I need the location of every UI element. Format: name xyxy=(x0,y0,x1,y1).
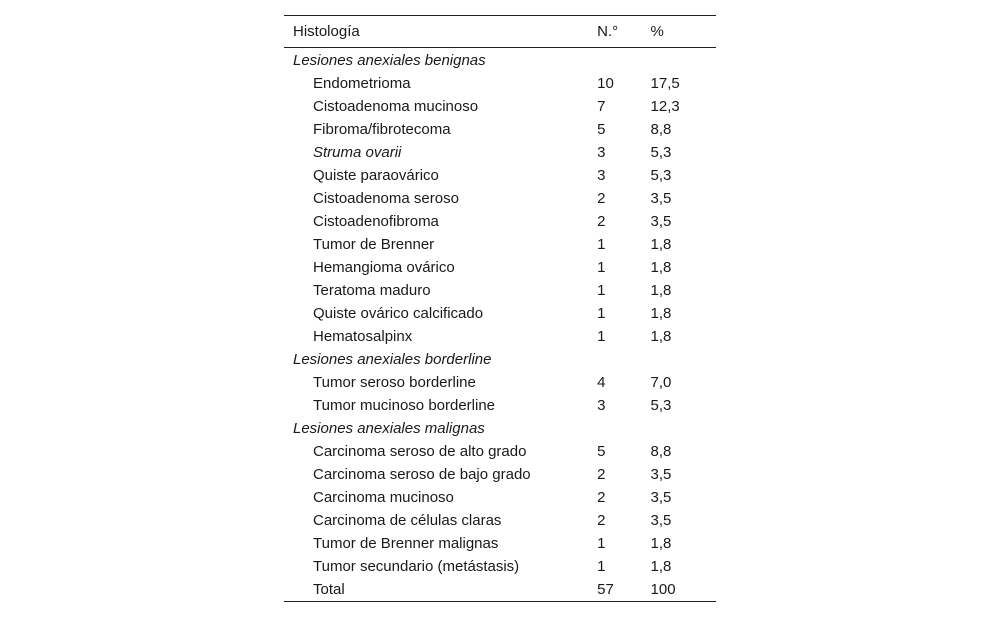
case-percent: 3,5 xyxy=(650,512,672,529)
histology-name: Carcinoma seroso de alto grado xyxy=(313,443,527,460)
table-row xyxy=(284,486,716,509)
case-percent: 8,8 xyxy=(650,443,672,460)
case-count: 3 xyxy=(597,397,606,414)
category-row-lesiones-anexiales-borderline xyxy=(284,348,716,371)
case-percent: 7,0 xyxy=(650,374,672,391)
histology-table-container xyxy=(284,15,716,602)
total-label: Total xyxy=(313,581,345,598)
case-count: 2 xyxy=(597,190,606,207)
case-percent: 1,8 xyxy=(650,282,672,299)
case-count: 1 xyxy=(597,328,606,345)
case-count: 5 xyxy=(597,121,606,138)
table-row xyxy=(284,141,716,164)
table-row xyxy=(284,256,716,279)
histology-table xyxy=(284,15,716,602)
histology-name: Hematosalpinx xyxy=(313,328,413,345)
case-percent: 1,8 xyxy=(650,305,672,322)
table-row xyxy=(284,164,716,187)
table-row xyxy=(284,187,716,210)
case-percent: 1,8 xyxy=(650,259,672,276)
table-row xyxy=(284,95,716,118)
table-row xyxy=(284,118,716,141)
table-row xyxy=(284,532,716,555)
case-count: 2 xyxy=(597,489,606,506)
case-percent: 5,3 xyxy=(650,397,672,414)
table-row xyxy=(284,555,716,578)
case-count: 1 xyxy=(597,282,606,299)
table-row xyxy=(284,279,716,302)
histology-name: Tumor secundario (metástasis) xyxy=(313,558,520,575)
table-row xyxy=(284,440,716,463)
case-percent: 1,8 xyxy=(650,236,672,253)
case-percent: 17,5 xyxy=(650,75,680,92)
case-percent: 12,3 xyxy=(650,98,680,115)
case-percent: 1,8 xyxy=(650,558,672,575)
table-body xyxy=(284,48,716,602)
header-row xyxy=(284,16,716,48)
category-label: Lesiones anexiales borderline xyxy=(293,351,492,368)
header-percent: % xyxy=(650,23,664,40)
histology-name: Hemangioma ovárico xyxy=(313,259,455,276)
category-label: Lesiones anexiales malignas xyxy=(293,420,485,437)
table-row xyxy=(284,463,716,486)
histology-name: Cistoadenofibroma xyxy=(313,213,439,230)
histology-name: Tumor mucinoso borderline xyxy=(313,397,496,414)
table-row xyxy=(284,325,716,348)
category-row-lesiones-anexiales-malignas xyxy=(284,417,716,440)
histology-name: Cistoadenoma mucinoso xyxy=(313,98,479,115)
header-number: N.° xyxy=(597,23,619,40)
histology-name: Endometrioma xyxy=(313,75,411,92)
histology-name: Tumor seroso borderline xyxy=(313,374,476,391)
histology-name: Carcinoma mucinoso xyxy=(313,489,454,506)
total-count: 57 xyxy=(597,581,614,598)
histology-name: Struma ovarii xyxy=(313,144,402,161)
total-percent: 100 xyxy=(650,581,676,598)
case-count: 1 xyxy=(597,236,606,253)
case-count: 2 xyxy=(597,213,606,230)
case-count: 5 xyxy=(597,443,606,460)
case-percent: 5,3 xyxy=(650,144,672,161)
histology-name: Carcinoma seroso de bajo grado xyxy=(313,466,531,483)
case-count: 1 xyxy=(597,305,606,322)
histology-name: Teratoma maduro xyxy=(313,282,431,299)
table-row xyxy=(284,509,716,532)
table-header xyxy=(284,16,716,48)
table-row xyxy=(284,394,716,417)
table-row xyxy=(284,371,716,394)
total-row xyxy=(284,578,716,602)
histology-name: Carcinoma de células claras xyxy=(313,512,502,529)
case-percent: 3,5 xyxy=(650,489,672,506)
case-count: 1 xyxy=(597,558,606,575)
table-row xyxy=(284,233,716,256)
table-row xyxy=(284,210,716,233)
case-count: 1 xyxy=(597,535,606,552)
header-histology: Histología xyxy=(293,23,360,40)
histology-name: Quiste paraovárico xyxy=(313,167,439,184)
case-percent: 1,8 xyxy=(650,535,672,552)
case-count: 3 xyxy=(597,144,606,161)
category-label: Lesiones anexiales benignas xyxy=(293,52,486,69)
histology-name: Quiste ovárico calcificado xyxy=(313,305,484,322)
case-percent: 1,8 xyxy=(650,328,672,345)
category-row-lesiones-anexiales-benignas xyxy=(284,48,716,73)
case-count: 4 xyxy=(597,374,606,391)
case-percent: 5,3 xyxy=(650,167,672,184)
case-count: 2 xyxy=(597,512,606,529)
histology-name: Tumor de Brenner malignas xyxy=(313,535,499,552)
case-percent: 3,5 xyxy=(650,190,672,207)
case-percent: 3,5 xyxy=(650,213,672,230)
case-percent: 8,8 xyxy=(650,121,672,138)
case-count: 10 xyxy=(597,75,614,92)
case-count: 1 xyxy=(597,259,606,276)
histology-name: Fibroma/fibrotecoma xyxy=(313,121,451,138)
histology-name: Tumor de Brenner xyxy=(313,236,435,253)
case-count: 2 xyxy=(597,466,606,483)
case-count: 7 xyxy=(597,98,606,115)
case-percent: 3,5 xyxy=(650,466,672,483)
histology-name: Cistoadenoma seroso xyxy=(313,190,459,207)
table-row xyxy=(284,302,716,325)
table-row xyxy=(284,72,716,95)
case-count: 3 xyxy=(597,167,606,184)
